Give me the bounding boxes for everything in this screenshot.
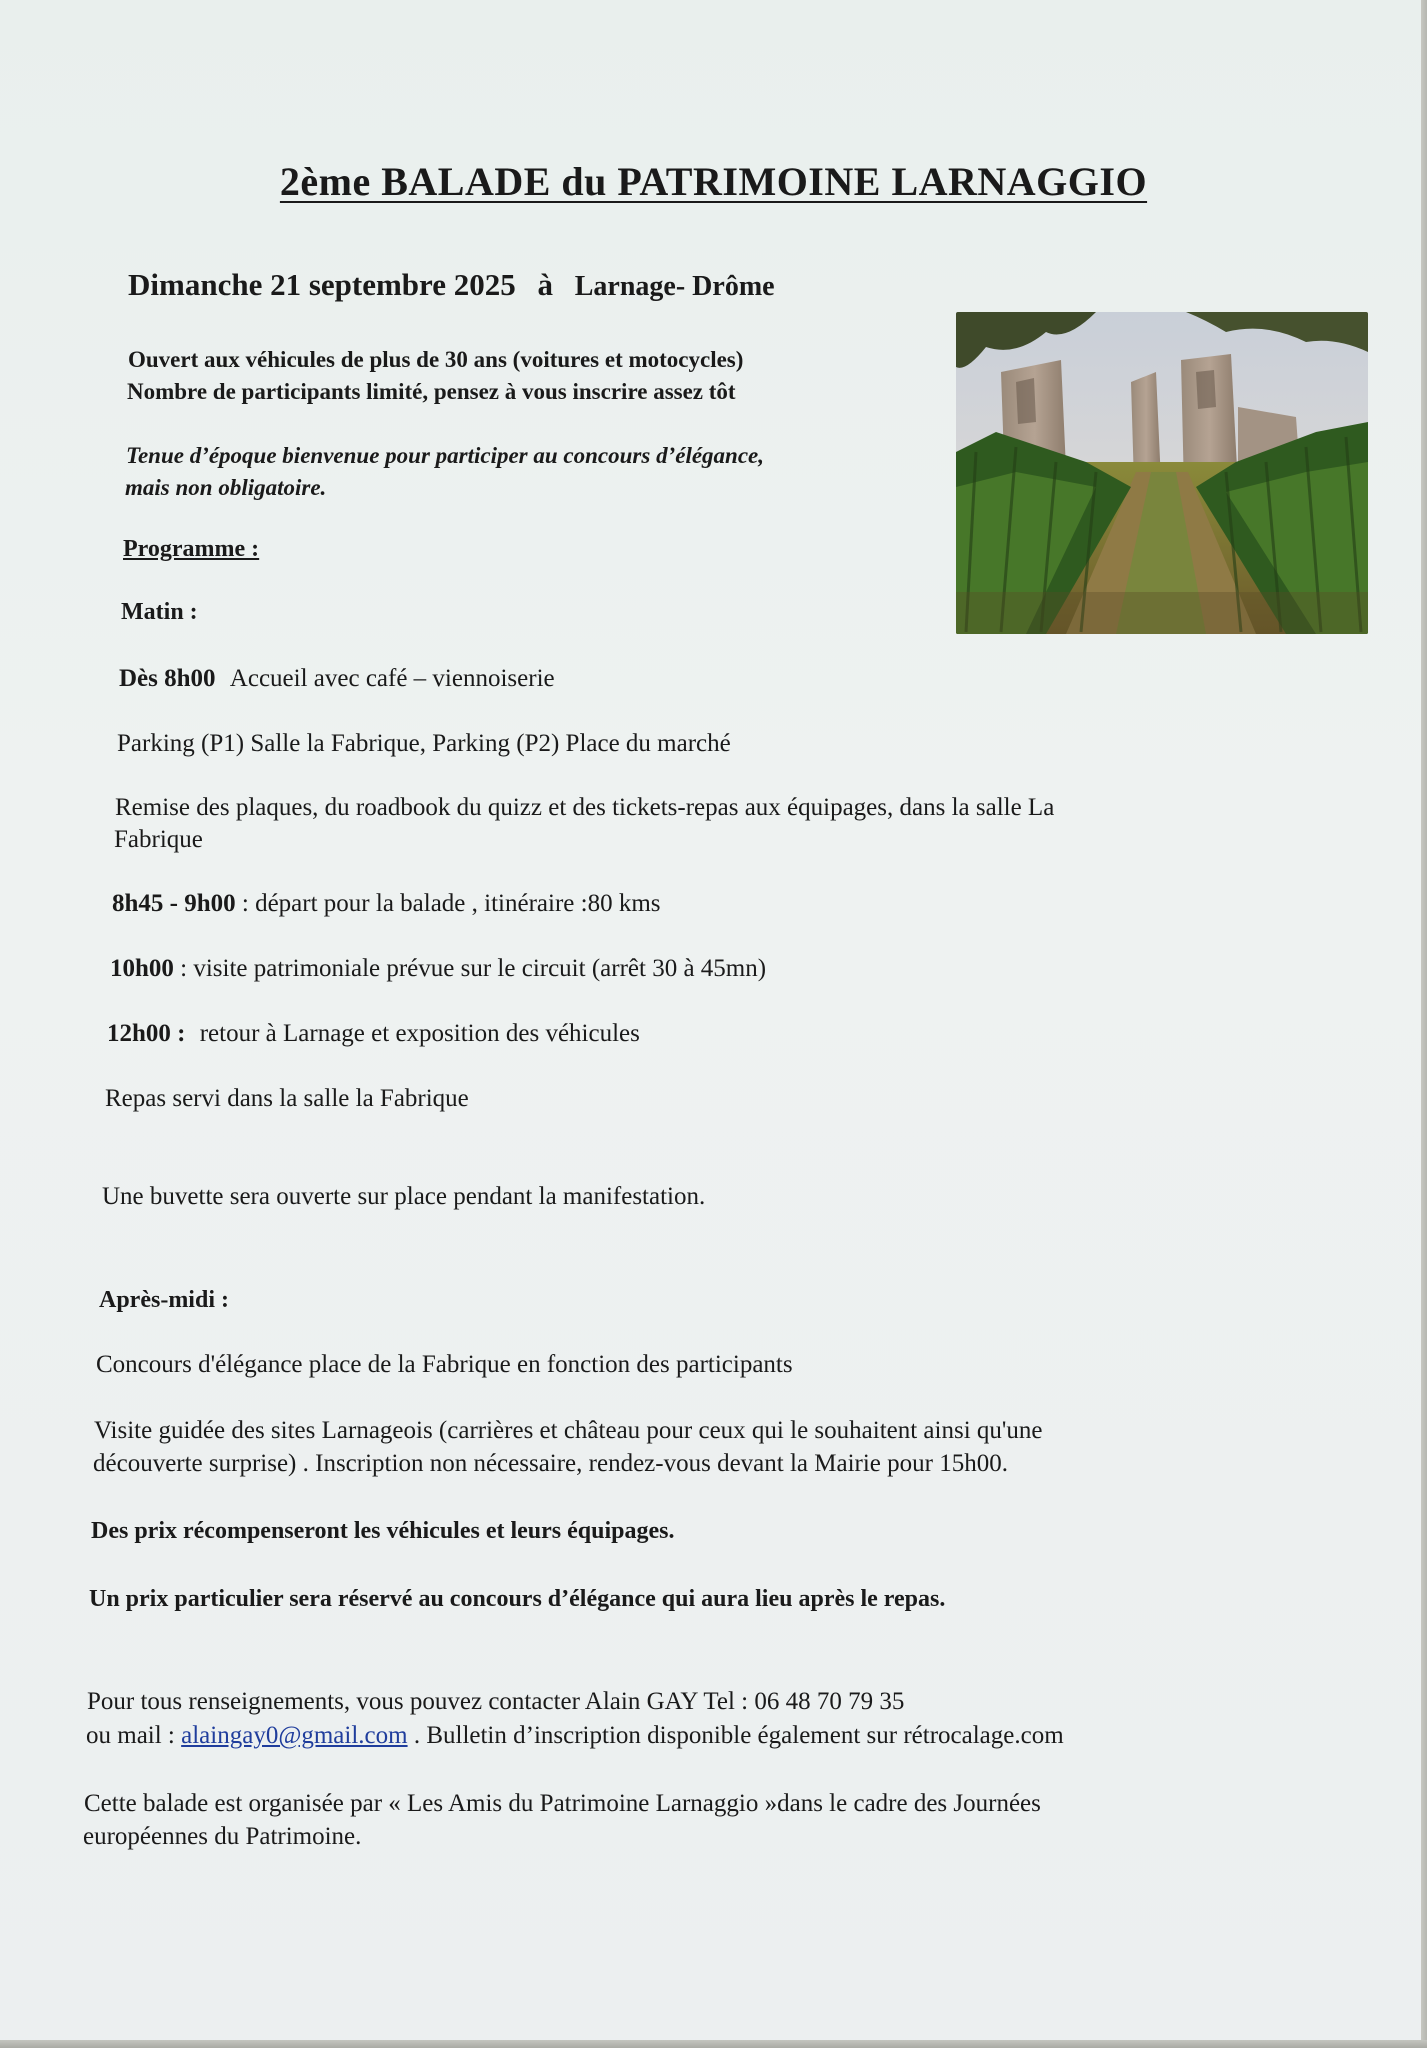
prix-line-2: Un prix particulier sera réservé au concours d’élégance qui aura lieu après le repas. [89,1586,946,1612]
parking-info: Parking (P1) Salle la Fabrique, Parking (P2) Place du marché [117,730,731,757]
retour-text: retour à Larnage et exposition des véhicules [199,1020,640,1047]
depart-time: 8h45 - 9h00 [112,890,236,917]
visite-guidee-line-2: découverte surprise) . Inscription non nécessaire, rendez-vous devant la Mairie pour 15h00. [93,1450,1008,1477]
intro-line-1: Ouvert aux véhicules de plus de 30 ans (voitures et motocycles) [128,347,744,372]
schedule-depart [112,888,661,919]
apres-midi-heading: Après-midi : [99,1287,229,1313]
castle-vineyard-photo [956,312,1368,634]
page-title: 2ème BALADE du PATRIMOINE LARNAGGIO [279,159,1148,204]
programme-heading: Programme : [123,536,260,562]
accueil-time: Dès 8h00 [119,665,216,692]
schedule-visite [110,953,766,984]
schedule-accueil [119,663,555,694]
remise-line-2: Fabrique [114,826,203,853]
mail-suffix: . Bulletin d’inscription disponible également sur rétrocalage.com [407,1722,1064,1749]
contact-line-1: Pour tous renseignements, vous pouvez contacter Alain GAY Tel : 06 48 70 79 35 [87,1688,905,1715]
buvette-info: Une buvette sera ouverte sur place pendant la manifestation. [102,1183,706,1210]
event-date [128,266,775,306]
organiser-line-2: européennes du Patrimoine. [83,1823,362,1850]
intro-line-2: Nombre de participants limité, pensez à vous inscrire assez tôt [127,379,736,404]
retour-time: 12h00 : [107,1020,186,1047]
repas-info: Repas servi dans la salle la Fabrique [105,1085,469,1112]
visite-time: 10h00 [110,955,174,982]
mail-prefix: ou mail : [86,1722,182,1749]
prix-line-1: Des prix récompenseront les véhicules et leurs équipages. [91,1518,675,1544]
event-date-text: Dimanche 21 septembre 2025 [128,267,516,302]
matin-heading: Matin : [121,599,198,625]
remise-line-1: Remise des plaques, du roadbook du quizz et des tickets-repas aux équipages, dans la salle La [115,794,1055,821]
visite-text: : visite patrimoniale prévue sur le circuit (arrêt 30 à 45mn) [173,955,767,982]
depart-text: : départ pour la balade , itinéraire :80 kms [235,890,661,917]
schedule-retour [107,1018,640,1049]
dress-code-line-1: Tenue d’époque bienvenue pour participer au concours d’élégance, [126,443,765,468]
dress-code-line-2: mais non obligatoire. [125,475,327,500]
email-link[interactable]: alaingay0@gmail.com [181,1722,408,1749]
event-location: Larnage- Drôme [574,271,775,302]
accueil-text: Accueil avec café – viennoiserie [229,665,555,692]
contact-line-2 [86,1720,1064,1751]
organiser-line-1: Cette balade est organisée par « Les Amis du Patrimoine Larnaggio »dans le cadre des Journées [84,1790,1041,1817]
visite-guidee-line-1: Visite guidée des sites Larnageois (carrières et château pour ceux qui le souhaitent ainsi qu'une [94,1417,1043,1444]
concours-info: Concours d'élégance place de la Fabrique en fonction des participants [96,1351,793,1378]
event-date-separator: à [537,267,553,302]
paper-edge-bottom [0,2040,1427,2048]
paper-edge-right [1421,0,1427,2048]
